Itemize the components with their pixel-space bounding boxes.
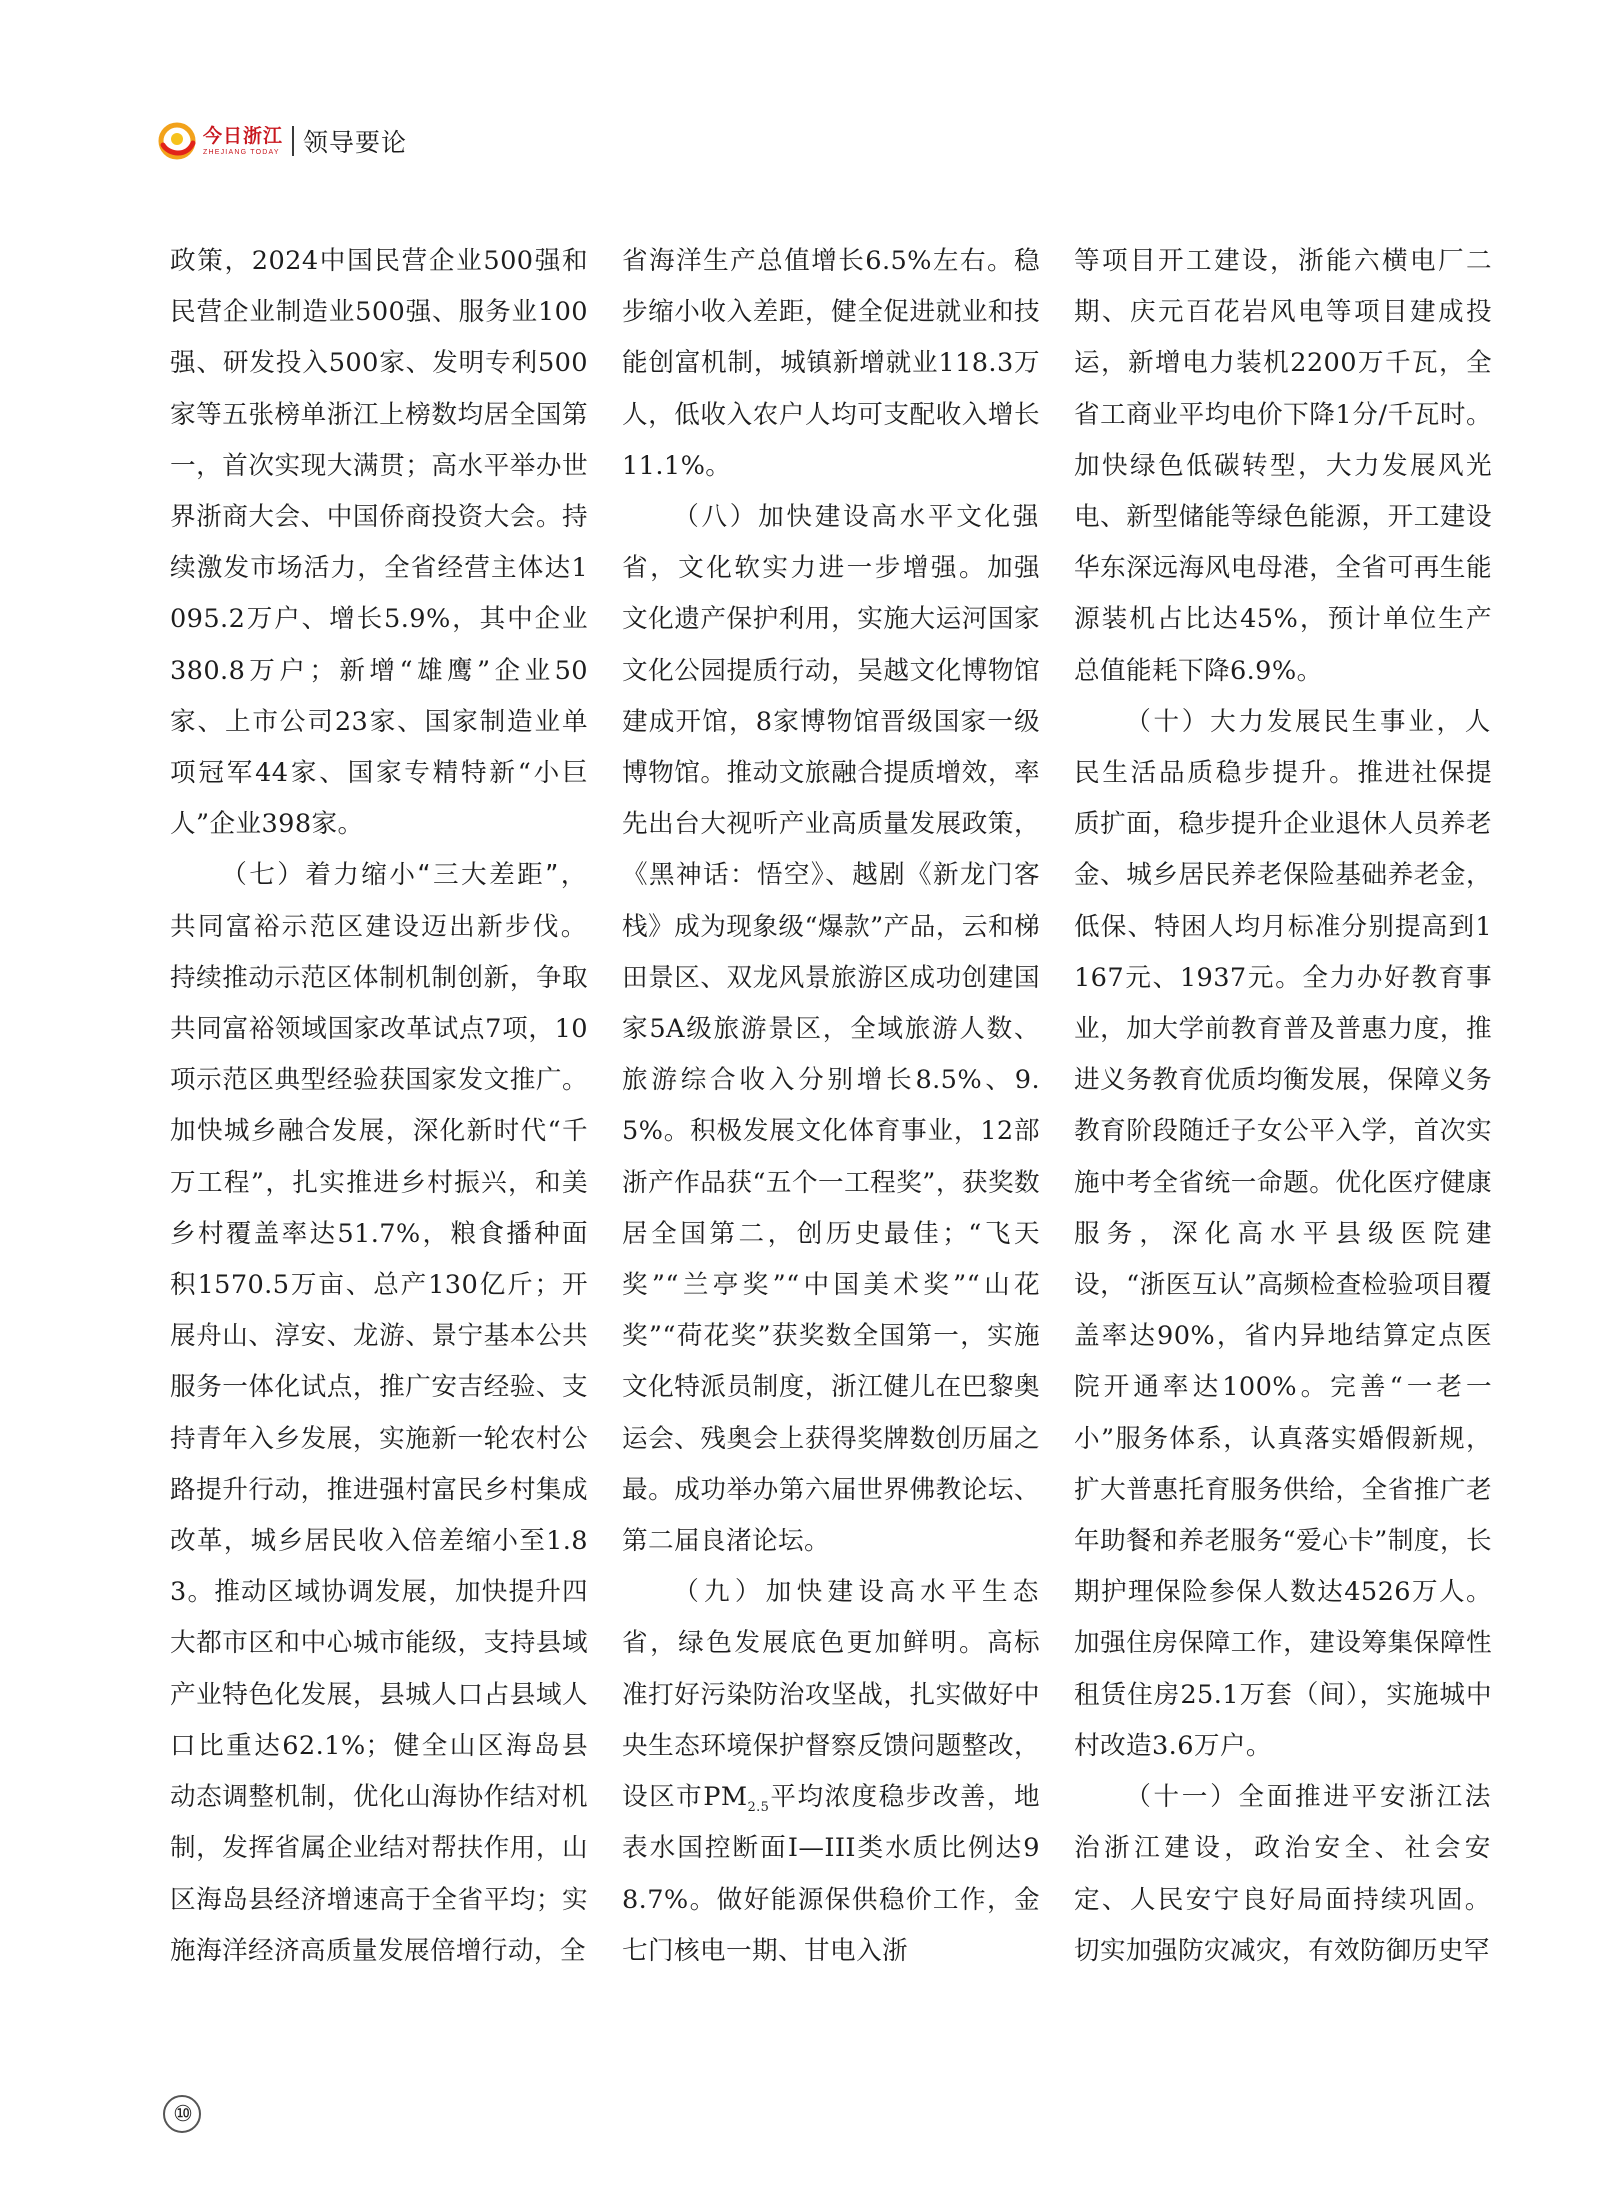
sun-swirl-logo-icon [155, 119, 199, 163]
text-column-1 [170, 236, 588, 1977]
brand-name-cn: 今日浙江 [203, 124, 284, 147]
paragraph-body: 平均浓度稳步改善，地表水国控断面I—III类水质比例达98.7%。做好能源保供稳价工作，金七门核电一期、甘电入浙 [622, 1782, 1040, 1966]
paragraph-lead: （八）加快建设高水平文化强省，文化软实力进一步增强。 [622, 502, 1040, 584]
page-header [155, 118, 407, 164]
page-number: ⑩ [163, 2095, 201, 2133]
paragraph [1074, 1772, 1492, 1977]
paragraph-body: 推进社保提质扩面，稳步提升企业退休人员养老金、城乡居民养老保险基础养老金，低保、特困人均月标准分别提高到1167元、1937元。全力办好教育事业，加大学前教育普及普惠力度，推进义务教育优质均衡发展，保障义务教育阶段随迁子女公平入学，首次实施中考全省统一命题。优化医疗健康服务，深化高水平县级医院建设，“浙医互认”高频检查检验项目覆盖率达90%，省内异地结算定点医院开通率达100%。完善“一老一小”服务体系，认真落实婚假新规，扩大普惠托育服务供给，全省推广老年助餐和养老服务“爱心卡”制度，长期护理保险参保人数达4526万人。加强住房保障工作，建设筹集保障性租赁住房25.1万套（间），实施城中村改造3.6万户。 [1074, 758, 1492, 1761]
paragraph [622, 492, 1040, 1567]
paragraph: 省海洋生产总值增长6.5%左右。稳步缩小收入差距，健全促进就业和技能创富机制，城镇新增就业118.3万人，低收入农户人均可支配收入增长11.1%。 [622, 246, 1040, 481]
brand-logo [203, 124, 284, 156]
paragraph [622, 1567, 1040, 1977]
paragraph [1074, 697, 1492, 1772]
paragraph-body: 持续推动示范区体制机制创新，争取共同富裕领域国家改革试点7项，10项示范区典型经验获国家发文推广。加快城乡融合发展，深化新时代“千万工程”，扎实推进乡村振兴，和美乡村覆盖率达51.7%，粮食播种面积1570.5万亩、总产130亿斤；开展舟山、淳安、龙游、景宁基本公共服务一体化试点，推广安吉经验、支持青年入乡发展，实施新一轮农村公路提升行动，推进强村富民乡村集成改革，城乡居民收入倍差缩小至1.83。推动区域协调发展，加快提升四大都市区和中心城市能级，支持县域产业特色化发展，县城人口占县域人口比重达62.1%；健全山区海岛县动态调整机制，优化山海协作结对机制，发挥省属企业结对帮扶作用，山区海岛县经济增速高于全省平均；实施海洋经济高质量发展倍增行动，全 [170, 962, 588, 1966]
paragraph-lead: （九）加快建设高水平生态省，绿色发展底色更加鲜明。 [622, 1577, 1040, 1659]
paragraph: 政策，2024中国民营企业500强和民营企业制造业500强、服务业100强、研发投入500家、发明专利500家等五张榜单浙江上榜数均居全国第一，首次实现大满贯；高水平举办世界浙商大会、中国侨商投资大会。持续激发市场活力，全省经营主体达1095.2万户、增长5.9%，其中企业380.8万户；新增“雄鹰”企业50家、上市公司23家、国家制造业单项冠军44家、国家专精特新“小巨人”企业398家。 [170, 246, 588, 840]
header-divider [292, 126, 294, 156]
paragraph-body: 加强文化遗产保护利用，实施大运河国家文化公园提质行动，吴越文化博物馆建成开馆，8家博物馆晋级国家一级博物馆。推动文旅融合提质增效，率先出台大视听产业高质量发展政策，《黑神话：悟空》、越剧《新龙门客栈》成为现象级“爆款”产品，云和梯田景区、双龙风景旅游区成功创建国家5A级旅游景区，全域旅游人数、旅游综合收入分别增长8.5%、9.5%。积极发展文化体育事业，12部浙产作品获“五个一工程奖”，获奖数居全国第二，创历史最佳；“飞天奖”“兰亭奖”“中国美术奖”“山花奖”“荷花奖”获奖数全国第一，实施文化特派员制度，浙江健儿在巴黎奥运会、残奥会上获得奖牌数创历届之最。成功举办第六届世界佛教论坛、第二届良渚论坛。 [622, 553, 1040, 1557]
paragraph-lead: （十）大力发展民生事业，人民生活品质稳步提升。 [1074, 706, 1492, 789]
text-column-3 [1074, 236, 1492, 1977]
paragraph-lead: （七）着力缩小“三大差距”，共同富裕示范区建设迈出新步伐。 [170, 860, 588, 942]
section-title: 领导要论 [303, 128, 408, 157]
subscript: 2.5 [747, 1800, 770, 1816]
brand-name-en: ZHEJIANG TODAY [203, 148, 280, 156]
paragraph-body: 高标准打好污染防治攻坚战，扎实做好中央生态环境保护督察反馈问题整改，设区市PM [622, 1628, 1040, 1813]
text-column-2 [622, 236, 1040, 1977]
paragraph-lead: （十一）全面推进平安浙江法治浙江建设，政治安全、社会安定、人民安宁良好局面持续巩固。 [1074, 1782, 1492, 1915]
paragraph: 等项目开工建设，浙能六横电厂二期、庆元百花岩风电等项目建成投运，新增电力装机2200万千瓦，全省工商业平均电价下降1分/千瓦时。加快绿色低碳转型，大力发展风光电、新型储能等绿色能源，开工建设华东深远海风电母港，全省可再生能源装机占比达45%，预计单位生产总值能耗下降6.9%。 [1074, 246, 1492, 686]
paragraph-body: 切实加强防灾减灾，有效防御历史罕 [1074, 1935, 1490, 1966]
paragraph [170, 850, 588, 1976]
